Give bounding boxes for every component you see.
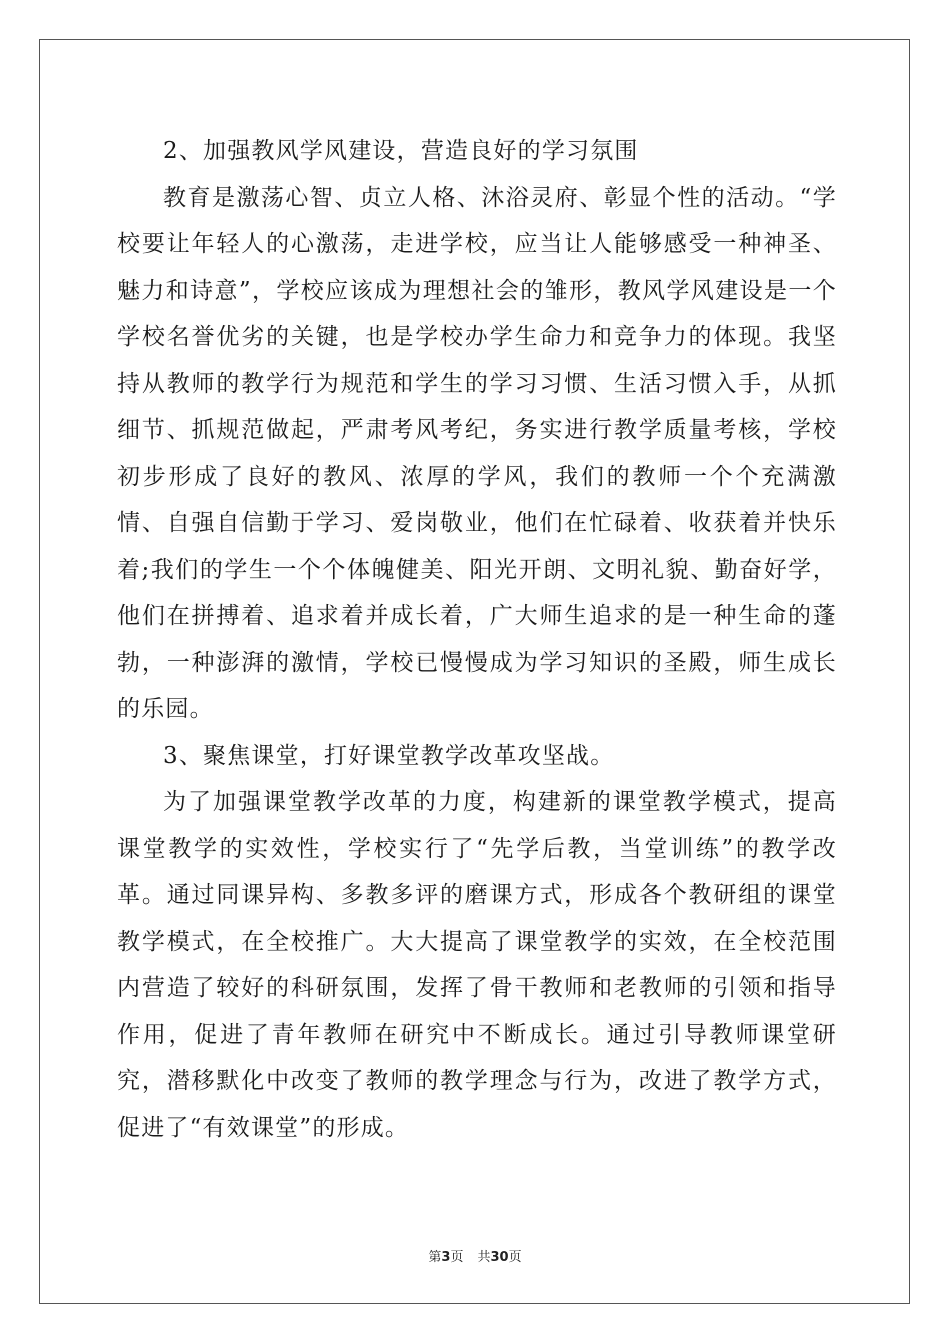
page-footer — [0, 1246, 950, 1265]
page-suffix: 页 — [450, 1250, 464, 1265]
section-heading-3: 3、聚焦课堂，打好课堂教学改革攻坚战。 — [163, 742, 615, 769]
page-number: 3 — [441, 1250, 451, 1265]
total-suffix: 页 — [508, 1250, 522, 1265]
paragraph: 为了加强课堂教学改革的力度，构建新的课堂教学模式，提高课堂教学的实效性，学校实行了“先学后教，当堂训练”的教学改革。通过同课异构、多教多评的磨课方式，形成各个教研组的课堂教学模式，在全校推广。大大提高了课堂教学的实效，在全校范围内营造了较好的科研氛围，发挥了骨干教师和老教师的引领和指导作用，促进了青年教师在研究中不断成长。通过引导教师课堂研究，潜移默化中改变了教师的教学理念与行为，改进了教学方式，促进了“有效课堂”的形成。 — [117, 789, 837, 1141]
page-prefix: 第 — [428, 1250, 442, 1265]
section-heading-2: 2、加强教风学风建设，营造良好的学习氛围 — [163, 138, 639, 164]
document-body — [117, 128, 837, 1151]
total-pages: 30 — [490, 1250, 509, 1265]
paragraph: 教育是激荡心智、贞立人格、沐浴灵府、彰显个性的活动。“学校要让年轻人的心激荡，走进学校，应当让人能够感受一种神圣、魅力和诗意”，学校应该成为理想社会的雏形，教风学风建设是一个学校名誉优劣的关键，也是学校办学生命力和竞争力的体现。我坚持从教师的教学行为规范和学生的学习习惯、生活习惯入手，从抓细节、抓规范做起，严肃考风考纪，务实进行教学质量考核，学校初步形成了良好的教风、浓厚的学风，我们的教师一个个充满激情、自强自信勤于学习、爱岗敬业，他们在忙碌着、收获着并快乐着;我们的学生一个个体魄健美、阳光开朗、文明礼貌、勤奋好学，他们在拼搏着、追求着并成长着，广大师生追求的是一种生命的蓬勃，一种澎湃的激情，学校已慢慢成为学习知识的圣殿，师生成长的乐园。 — [117, 184, 837, 722]
total-prefix: 共 — [477, 1250, 491, 1265]
